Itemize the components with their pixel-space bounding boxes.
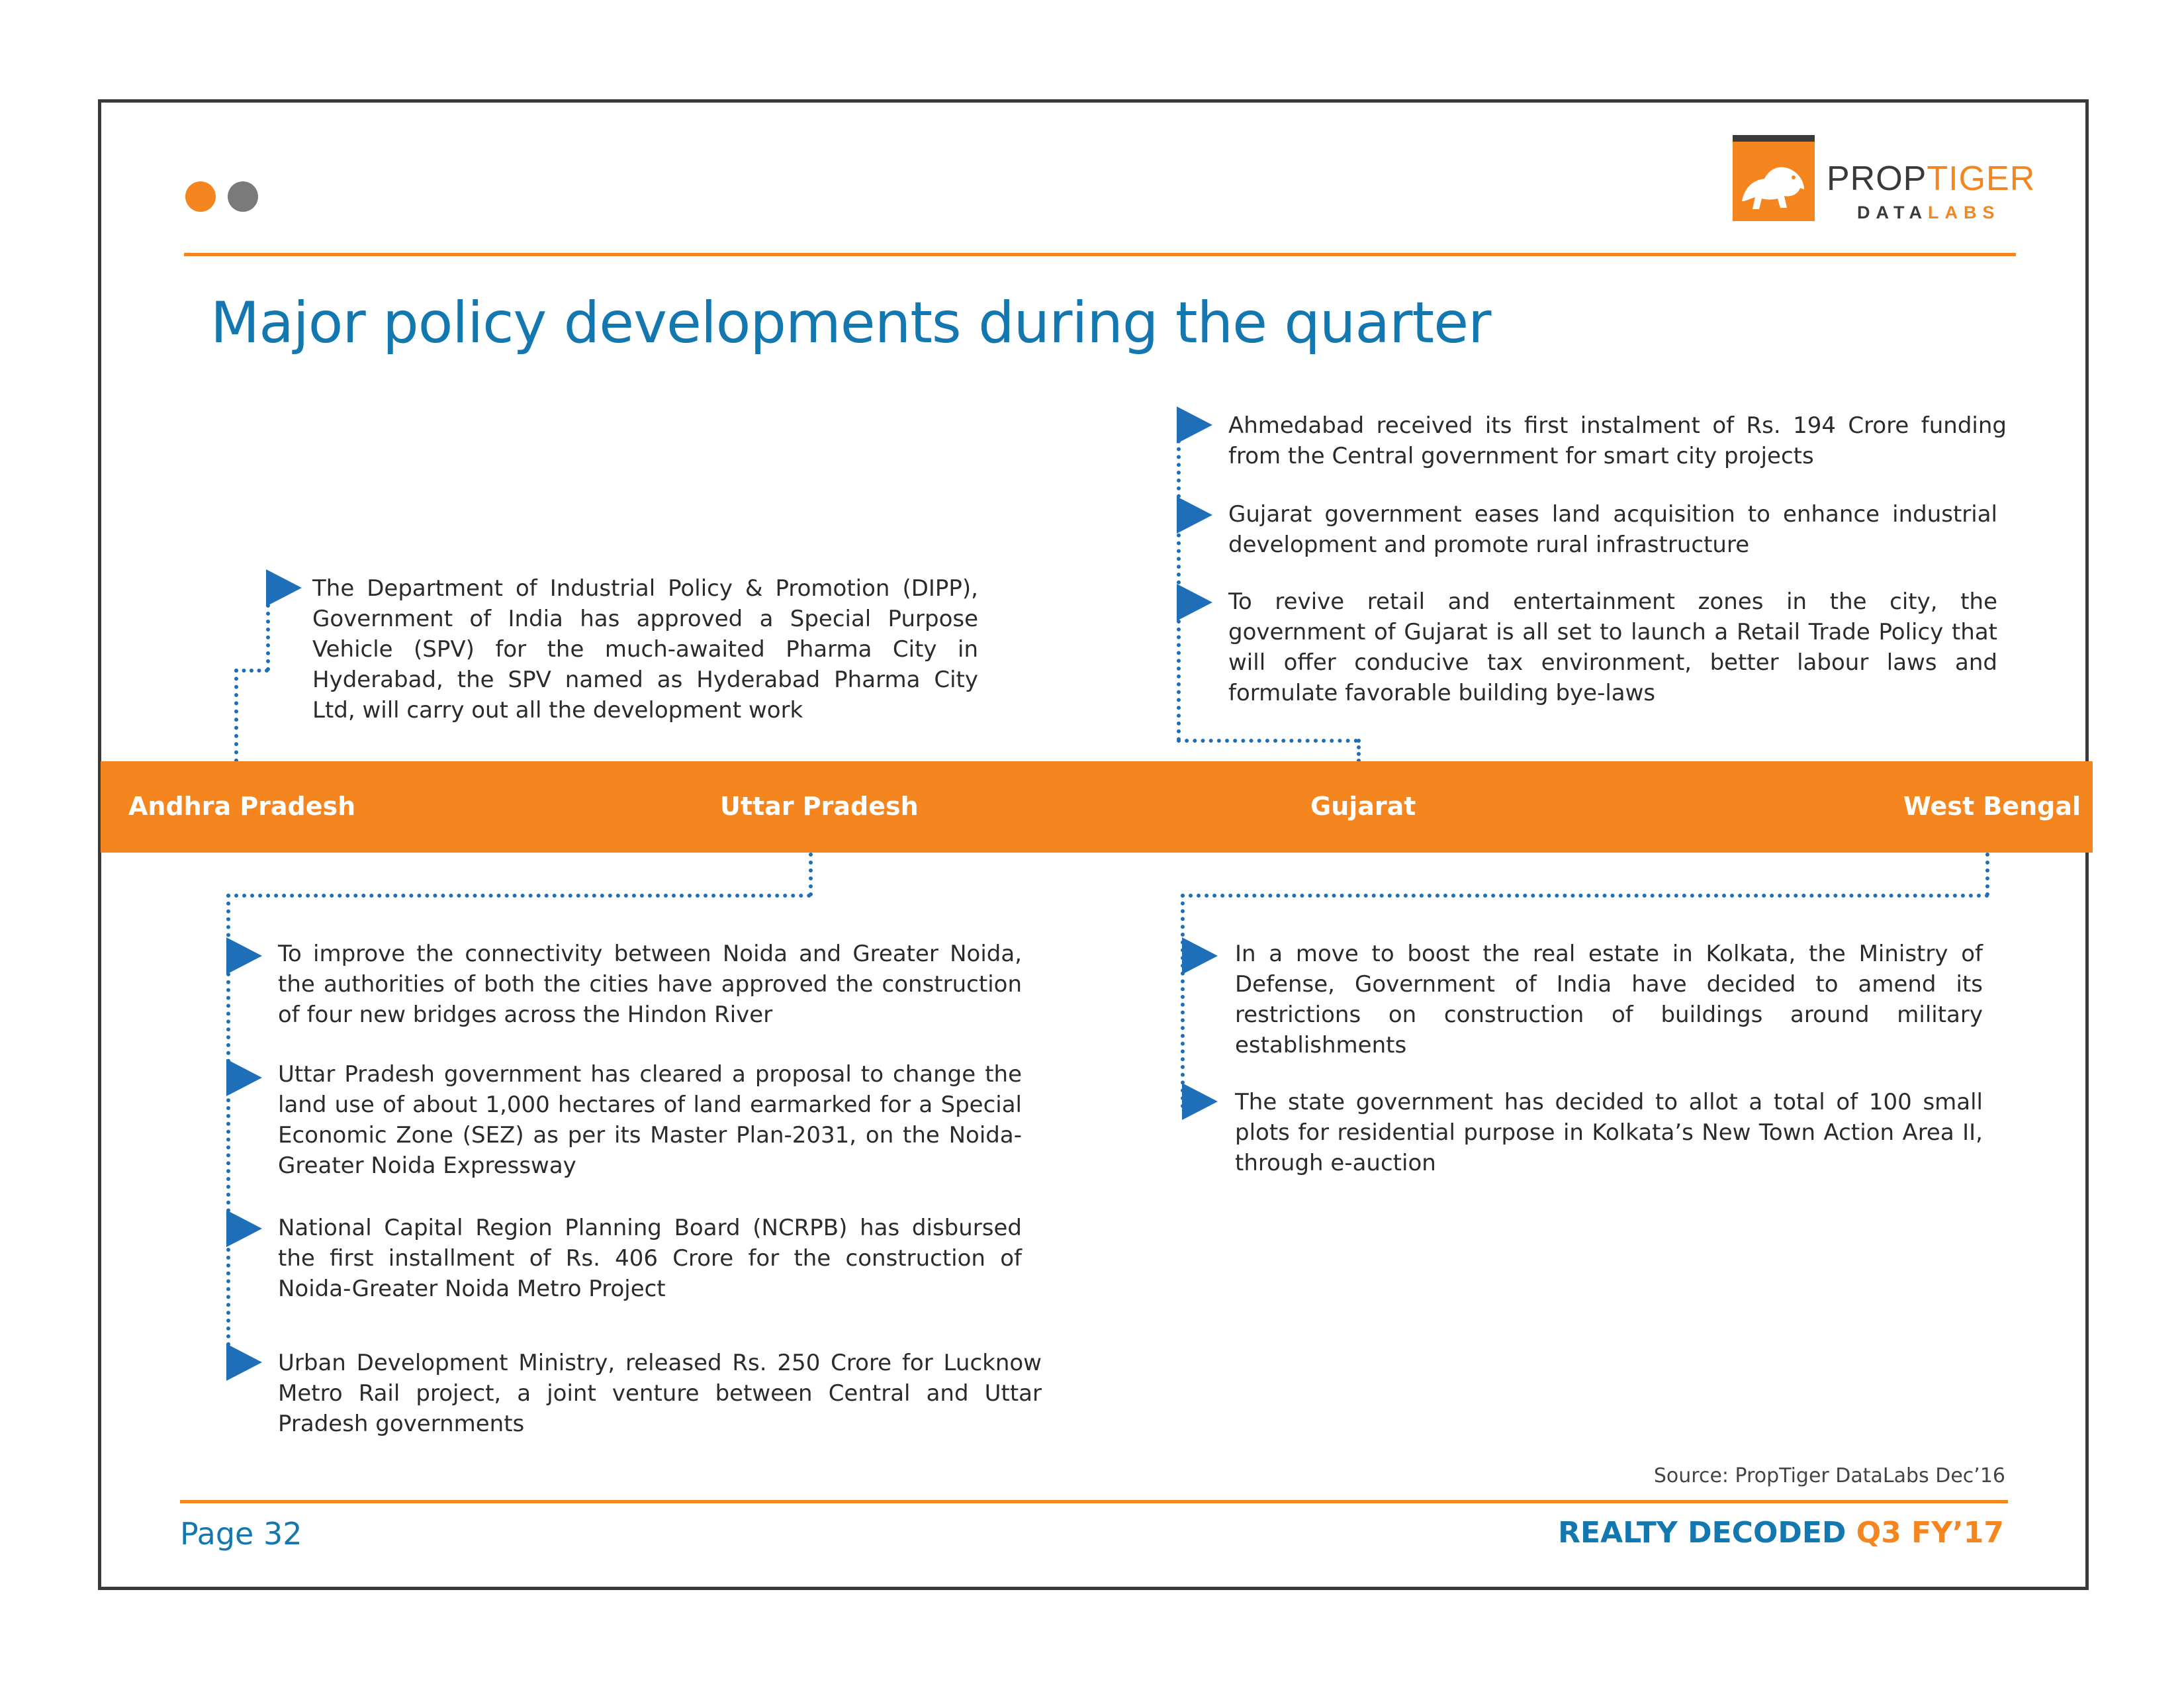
connector-line (1357, 739, 1361, 763)
state-label-west-bengal: West Bengal (1903, 792, 2081, 821)
source-note: Source: PropTiger DataLabs Dec’16 (1653, 1464, 2005, 1487)
uttar-pradesh-item-4: Urban Development Ministry, released Rs. 250 Crore for Lucknow Metro Rail project, a joint venture between Central and Uttar Pradesh governments (278, 1350, 1042, 1437)
brand-subtitle: DATALABS (1857, 203, 2001, 222)
tiger-logo-icon (1733, 135, 1815, 221)
bullet-arrow-icon (1177, 496, 1212, 534)
gray-dot-icon (228, 181, 258, 212)
gujarat-item-3: To revive retail and entertainment zones in the city, the government of Gujarat is all set to launch a Retail Trade Policy that will offer conducive tax environment, better labour laws and formulate favorable building bye-laws (1228, 588, 1997, 706)
west-bengal-item-1: In a move to boost the real estate in Kolkata, the Ministry of Defense, Government of India have decided to amend its restrictions on construction of buildings around military establishments (1235, 941, 1983, 1058)
report-period: Q3 FY’17 (1856, 1516, 2004, 1550)
connector-line (1181, 894, 1989, 898)
bullet-arrow-icon (226, 1059, 262, 1096)
connector-line (266, 588, 270, 671)
connector-line (234, 669, 238, 763)
connector-line (226, 894, 811, 898)
state-timeline-band (101, 761, 2093, 853)
bullet-arrow-icon (226, 1344, 262, 1381)
state-label-uttar-pradesh: Uttar Pradesh (720, 792, 919, 821)
page-number: Page 32 (180, 1516, 302, 1552)
bullet-arrow-icon (266, 569, 302, 606)
andhra-item-1: The Department of Industrial Policy & Promotion (DIPP), Government of India has approved a Special Purpose Vehicle (SPV) for the much-awaited Pharma City in Hyderabad, the SPV named as Hyderabad Pharma City Ltd, will carry out all the development work (312, 575, 978, 724)
bullet-arrow-icon (1182, 1083, 1218, 1120)
footer-divider (180, 1500, 2008, 1503)
connector-line (1181, 894, 1185, 1108)
brand-name: PROPTIGER (1827, 160, 2036, 198)
gujarat-item-2: Gujarat government eases land acquisition to enhance industrial development and promote rural infrastructure (1228, 501, 1997, 558)
bullet-arrow-icon (1177, 406, 1212, 444)
report-name: REALTY DECODED (1558, 1516, 1846, 1550)
connector-line (809, 853, 813, 896)
uttar-pradesh-item-1: To improve the connectivity between Noida and Greater Noida, the authorities of both the cities have approved the construction of four new bridges across the Hindon River (278, 941, 1022, 1028)
bullet-arrow-icon (226, 1210, 262, 1247)
bullet-arrow-icon (1182, 937, 1218, 974)
connector-line (1985, 853, 1989, 896)
bullet-arrow-icon (226, 937, 262, 974)
connector-line (1177, 739, 1358, 743)
orange-dot-icon (185, 181, 216, 212)
bullet-arrow-icon (1177, 584, 1212, 621)
connector-line (1177, 424, 1181, 741)
state-label-andhra-pradesh: Andhra Pradesh (128, 792, 356, 821)
uttar-pradesh-item-3: National Capital Region Planning Board (NCRPB) has disbursed the first installment of Rs. 406 Crore for the construction of Noida-Greater Noida Metro Project (278, 1215, 1022, 1302)
west-bengal-item-2: The state government has decided to allot a total of 100 small plots for residential purpose in Kolkata’s New Town Action Area II, through e-auction (1235, 1089, 1983, 1176)
gujarat-item-1: Ahmedabad received its first instalment of Rs. 194 Crore funding from the Central government for smart city projects (1228, 412, 2007, 469)
connector-line (234, 669, 269, 673)
page-title: Major policy developments during the quarter (210, 290, 1491, 356)
state-label-gujarat: Gujarat (1310, 792, 1416, 821)
report-title (1558, 1516, 2004, 1550)
uttar-pradesh-item-2: Uttar Pradesh government has cleared a proposal to change the land use of about 1,000 hectares of land earmarked for a Special Economic Zone (SEZ) as per its Master Plan-2031, on the Noida-Greater Noida Expressway (278, 1061, 1022, 1179)
header-divider (184, 253, 2016, 256)
